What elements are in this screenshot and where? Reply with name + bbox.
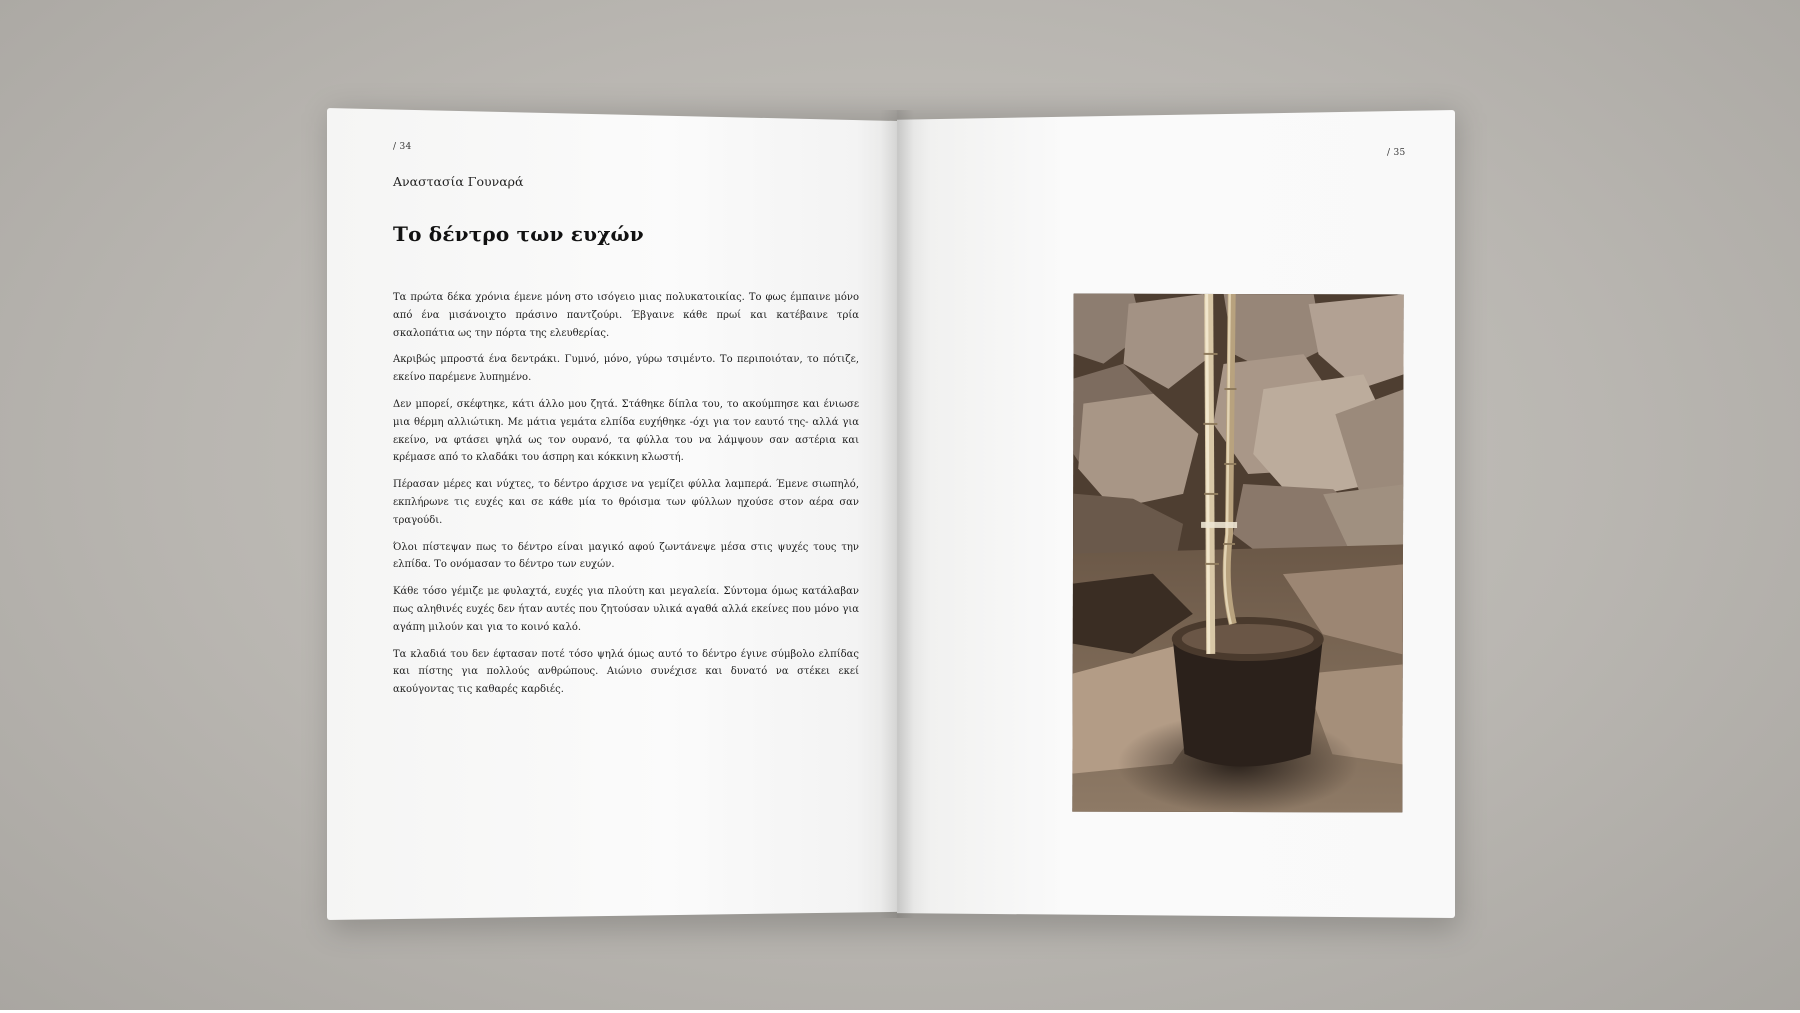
paragraph: Τα κλαδιά του δεν έφτασαν ποτέ τόσο ψηλά όμως αυτό το δέντρο έγινε σύμβολο ελπίδας και πίστης για πολλούς ανθρώπους. Αιώνιο συνέχισε και δυνατό να στέκει εκεί ακούγοντας τις καθαρές καρδιές. (393, 648, 859, 696)
book-gutter (880, 110, 914, 918)
paragraph: Τα πρώτα δέκα χρόνια έμενε μόνη στο ισόγειο μιας πολυκατοικίας. Το φως έμπαινε μόνο από ένα μισάνοιχτο πράσινο παντζούρι. Έβγαινε κάθε πρωί και κατέβαινε τρία σκαλοπάτια ως την πόρτα της ελευθερίας. (393, 292, 859, 339)
story-title: Το δέντρο των ευχών (393, 222, 644, 246)
paragraph: Ακριβώς μπροστά ένα δεντράκι. Γυμνό, μόνο, γύρω τσιμέντο. Το περιποιόταν, το πότιζε, εκείνο παρέμενε λυπημένο. (393, 354, 859, 384)
story-body (393, 289, 859, 708)
author-name: Αναστασία Γουναρά (393, 174, 524, 189)
paragraph: Πέρασαν μέρες και νύχτες, το δέντρο άρχισε να γεμίζει φύλλα λαμπερά. Έμενε σιωπηλό, εκπλήρωνε τις ευχές και σε κάθε μία το θρόισμα των φύλλων ηχούσε στον αέρα σαν τραγούδι. (393, 479, 859, 526)
tree-photo-illustration (1072, 294, 1403, 813)
left-page-number: / 34 (393, 142, 412, 152)
paragraph: Όλοι πίστεψαν πως το δέντρο είναι μαγικό αφού ζωντάνεψε μέσα στις ψυχές τους την ελπίδα. Το ονόμασαν το δέντρο των ευχών. (393, 541, 859, 571)
paragraph: Δεν μπορεί, σκέφτηκε, κάτι άλλο μου ζητά. Στάθηκε δίπλα του, το ακούμπησε και ένιωσε μια θέρμη αλλιώτικη. Με μάτια γεμάτα ελπίδα ευχήθηκε -όχι για τον εαυτό της- αλλά για εκείνο, να φτάσει ψηλά ως τον ουρανό, τα φύλλα του να λάμψουν σαν αστέρια και κρέμασε από το κλαδάκι του άσπρη και κόκκινη κλωστή. (393, 398, 859, 464)
right-page-number: / 35 (1387, 148, 1406, 158)
tree-photo (1072, 294, 1403, 813)
paragraph: Κάθε τόσο γέμιζε με φυλαχτά, ευχές για πλούτη και μεγαλεία. Σύντομα όμως κατάλαβαν πως αληθινές ευχές δεν ήταν αυτές που ζητούσαν υλικά αγαθά αλλά εκείνες που μόνο για αγάπη μιλούν και για το κοινό καλό. (393, 586, 859, 633)
